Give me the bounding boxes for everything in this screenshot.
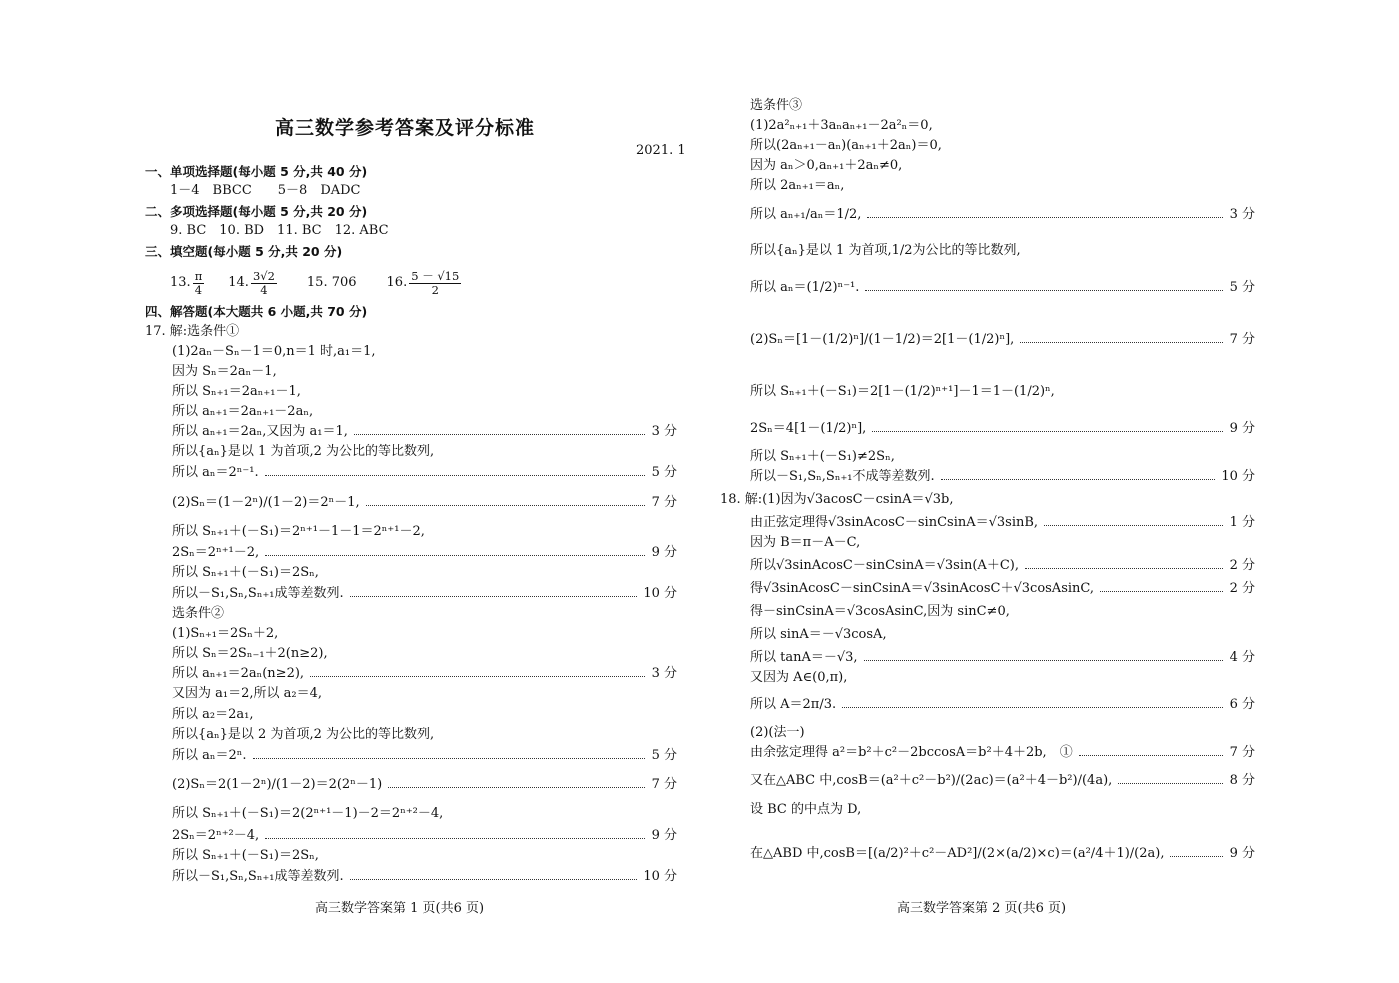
score: 3 分 — [651, 666, 677, 681]
line-text: 所以 aₙ＝2ⁿ⁻¹. — [172, 465, 259, 480]
score: 7 分 — [651, 495, 677, 510]
line-text: 在△ABD 中,cosB＝[(a/2)²＋c²－AD²]/(2×(a/2)×c)＝(a²/4＋1)/(2a), — [750, 846, 1165, 861]
q18-line: 得－sinCsinA＝√3cosAsinC,因为 sinC≠0, — [750, 604, 1010, 619]
q18-scored-line — [750, 558, 1255, 574]
q17-scored-line — [172, 495, 677, 511]
q18-scored-line — [750, 650, 1255, 666]
score: 1 分 — [1229, 515, 1255, 530]
q17-line: (1)Sₙ₊₁＝2Sₙ＋2, — [172, 626, 279, 641]
score: 3 分 — [651, 424, 677, 439]
score: 2 分 — [1229, 581, 1255, 596]
answer-15: 15. 706 — [306, 275, 357, 290]
line-text: 所以 aₙ＝(1/2)ⁿ⁻¹. — [750, 280, 860, 295]
page-title: 高三数学参考答案及评分标准 — [275, 117, 536, 139]
dot-leader — [865, 290, 1223, 291]
line-text: 所以－S₁,Sₙ,Sₙ₊₁成等差数列. — [172, 869, 344, 884]
q17-scored-line — [172, 828, 677, 844]
answer-16-numerator: 5 － √15 — [411, 268, 460, 283]
q17-right-scored-line — [750, 469, 1255, 485]
q17-line: 选条件② — [172, 606, 225, 621]
q18-line: 因为 B＝π－A－C, — [750, 535, 861, 550]
dot-leader — [941, 479, 1216, 480]
footer-right: 高三数学答案第 2 页(共6 页) — [897, 901, 1067, 916]
q18-scored-line — [750, 515, 1255, 531]
line-text: 又在△ABC 中,cosB＝(a²＋c²－b²)/(2ac)＝(a²＋4－b²)/(4a), — [750, 773, 1113, 788]
q17-scored-line — [172, 545, 677, 561]
score: 5 分 — [651, 465, 677, 480]
answer-14-denominator: 4 — [260, 282, 268, 297]
answer-13-fraction — [193, 270, 205, 297]
line-text: 所以 aₙ₊₁/aₙ＝1/2, — [750, 207, 862, 222]
q17-right-scored-line — [750, 332, 1255, 348]
answer-16-fraction — [409, 270, 461, 297]
dot-leader — [867, 217, 1223, 218]
q17-heading: 17. 解:选条件① — [145, 324, 240, 339]
line-text: 由余弦定理得 a²＝b²＋c²－2bccosA＝b²＋4＋2b, ① — [750, 745, 1073, 760]
footer-left: 高三数学答案第 1 页(共6 页) — [315, 901, 485, 916]
q17-right-scored-line — [750, 421, 1255, 437]
q17-scored-line — [172, 748, 677, 764]
score: 3 分 — [1229, 207, 1255, 222]
score: 9 分 — [651, 828, 677, 843]
answer-13-numerator: π — [194, 268, 203, 283]
q17-line: (1)2aₙ－Sₙ－1＝0,n＝1 时,a₁＝1, — [172, 344, 376, 359]
score: 8 分 — [1229, 773, 1255, 788]
line-text: 所以 A＝2π/3. — [750, 697, 837, 712]
answer-16-label: 16. — [386, 275, 408, 290]
q17-line: 所以 Sₙ₊₁＋(－S₁)＝2(2ⁿ⁺¹－1)－2＝2ⁿ⁺²－4, — [172, 806, 444, 821]
q17-scored-line — [172, 666, 677, 682]
score: 6 分 — [1229, 697, 1255, 712]
dot-leader — [1020, 342, 1223, 343]
section-4-heading: 四、解答题(本大题共 6 小题,共 70 分) — [145, 304, 368, 319]
q17-right-line: 所以 2aₙ₊₁＝aₙ, — [750, 178, 845, 193]
dot-leader — [1044, 525, 1223, 526]
section-3-heading: 三、填空题(每小题 5 分,共 20 分) — [145, 244, 343, 259]
answer-14-numerator: 3√2 — [252, 268, 275, 283]
score: 7 分 — [651, 777, 677, 792]
dot-leader — [366, 505, 645, 506]
dot-leader — [1079, 755, 1223, 756]
dot-leader — [310, 676, 645, 677]
q17-line: 所以 Sₙ₊₁＝2aₙ₊₁－1, — [172, 384, 301, 399]
dot-leader — [354, 434, 645, 435]
q18-line: (2)(法一) — [750, 725, 805, 740]
q17-right-line: 所以 Sₙ₊₁＋(－S₁)≠2Sₙ, — [750, 449, 895, 464]
q17-line: 所以 Sₙ＝2Sₙ₋₁＋2(n≥2), — [172, 646, 328, 661]
q17-line: 因为 Sₙ＝2aₙ－1, — [172, 364, 277, 379]
line-text: 所以 aₙ₊₁＝2aₙ,又因为 a₁＝1, — [172, 424, 348, 439]
q17-right-scored-line — [750, 207, 1255, 223]
q18-heading: 18. 解:(1)因为√3acosC－csinA＝√3b, — [720, 492, 954, 507]
q17-line: 所以{aₙ}是以 1 为首项,2 为公比的等比数列, — [172, 444, 435, 459]
dot-leader — [253, 758, 645, 759]
score: 5 分 — [651, 748, 677, 763]
line-text: 所以 aₙ₊₁＝2aₙ(n≥2), — [172, 666, 305, 681]
score: 5 分 — [1229, 280, 1255, 295]
dot-leader — [350, 879, 638, 880]
section-1-heading: 一、单项选择题(每小题 5 分,共 40 分) — [145, 164, 368, 179]
q17-line: 所以 Sₙ₊₁＋(－S₁)＝2ⁿ⁺¹－1－1＝2ⁿ⁺¹－2, — [172, 524, 425, 539]
q17-right-line: 所以(2aₙ₊₁－aₙ)(aₙ₊₁＋2aₙ)＝0, — [750, 138, 942, 153]
dot-leader — [872, 431, 1223, 432]
score: 9 分 — [651, 545, 677, 560]
score: 10 分 — [1221, 469, 1255, 484]
q18-scored-line — [750, 846, 1255, 862]
dot-leader — [265, 475, 645, 476]
q17-scored-line — [172, 424, 677, 440]
q17-line: 所以 Sₙ₊₁＋(－S₁)＝2Sₙ, — [172, 848, 319, 863]
dot-leader — [1100, 591, 1223, 592]
line-text: (2)Sₙ＝[1－(1/2)ⁿ]/(1－1/2)＝2[1－(1/2)ⁿ], — [750, 332, 1015, 347]
dot-leader — [1118, 783, 1223, 784]
score: 9 分 — [1229, 846, 1255, 861]
q17-line: 所以 Sₙ₊₁＋(－S₁)＝2Sₙ, — [172, 565, 319, 580]
q17-right-line: 选条件③ — [750, 98, 803, 113]
dot-leader — [388, 787, 645, 788]
section-2-heading: 二、多项选择题(每小题 5 分,共 20 分) — [145, 204, 368, 219]
dot-leader — [842, 707, 1223, 708]
line-text: 所以－S₁,Sₙ,Sₙ₊₁成等差数列. — [172, 586, 344, 601]
line-text: 2Sₙ＝4[1－(1/2)ⁿ], — [750, 421, 867, 436]
date: 2021. 1 — [636, 143, 686, 158]
score: 7 分 — [1229, 745, 1255, 760]
dot-leader — [265, 838, 645, 839]
line-text: 所以√3sinAcosC－sinCsinA＝√3sin(A＋C), — [750, 558, 1019, 573]
dot-leader — [265, 555, 645, 556]
line-text: (2)Sₙ＝2(1－2ⁿ)/(1－2)＝2(2ⁿ－1) — [172, 777, 383, 792]
q17-scored-line — [172, 465, 677, 481]
score: 7 分 — [1229, 332, 1255, 347]
dot-leader — [350, 596, 638, 597]
score: 4 分 — [1229, 650, 1255, 665]
answer-13-label: 13. — [170, 275, 191, 290]
q17-right-line: 所以 Sₙ₊₁＋(－S₁)＝2[1－(1/2)ⁿ⁺¹]－1＝1－(1/2)ⁿ, — [750, 384, 1055, 399]
score: 10 分 — [643, 586, 677, 601]
line-text: 得√3sinAcosC－sinCsinA＝√3sinAcosC＋√3cosAsinC, — [750, 581, 1095, 596]
q18-line: 又因为 A∈(0,π), — [750, 670, 848, 685]
score: 2 分 — [1229, 558, 1255, 573]
dot-leader — [1025, 568, 1223, 569]
line-text: 所以 aₙ＝2ⁿ. — [172, 748, 247, 763]
fill-blank-answers — [170, 266, 463, 300]
q18-line: 设 BC 的中点为 D, — [750, 802, 862, 817]
q17-line: 所以 aₙ₊₁＝2aₙ₊₁－2aₙ, — [172, 404, 314, 419]
answer-14-label: 14. — [228, 275, 249, 290]
answer-13-denominator: 4 — [194, 282, 203, 297]
section-2-answers: 9. BC 10. BD 11. BC 12. ABC — [170, 223, 389, 238]
q18-scored-line — [750, 745, 1255, 761]
line-text: 2Sₙ＝2ⁿ⁺²－4, — [172, 828, 260, 843]
dot-leader — [1170, 856, 1223, 857]
q17-line: 所以{aₙ}是以 2 为首项,2 为公比的等比数列, — [172, 727, 435, 742]
q17-scored-line — [172, 869, 677, 885]
q17-scored-line — [172, 777, 677, 793]
q18-line: 所以 sinA＝－√3cosA, — [750, 627, 887, 642]
q17-line: 所以 a₂＝2a₁, — [172, 707, 254, 722]
q17-right-line: 因为 aₙ＞0,aₙ₊₁＋2aₙ≠0, — [750, 158, 903, 173]
line-text: 2Sₙ＝2ⁿ⁺¹－2, — [172, 545, 260, 560]
answer-16-denominator: 2 — [431, 282, 439, 297]
q17-right-scored-line — [750, 280, 1255, 296]
score: 9 分 — [1229, 421, 1255, 436]
score: 10 分 — [643, 869, 677, 884]
dot-leader — [864, 660, 1223, 661]
q17-right-line: (1)2a²ₙ₊₁＋3aₙaₙ₊₁－2a²ₙ＝0, — [750, 118, 933, 133]
line-text: 所以－S₁,Sₙ,Sₙ₊₁不成等差数列. — [750, 469, 935, 484]
q18-scored-line — [750, 773, 1255, 789]
line-text: (2)Sₙ＝(1－2ⁿ)/(1－2)＝2ⁿ－1, — [172, 495, 360, 510]
line-text: 所以 tanA＝－√3, — [750, 650, 858, 665]
q17-right-line: 所以{aₙ}是以 1 为首项,1/2为公比的等比数列, — [750, 243, 1021, 258]
line-text: 由正弦定理得√3sinAcosC－sinCsinA＝√3sinB, — [750, 515, 1039, 530]
answer-14-fraction — [251, 270, 277, 297]
q18-scored-line — [750, 697, 1255, 713]
q17-line: 又因为 a₁＝2,所以 a₂＝4, — [172, 686, 322, 701]
section-1-answers: 1－4 BBCC 5－8 DADC — [170, 183, 361, 198]
q17-scored-line — [172, 586, 677, 602]
q18-scored-line — [750, 581, 1255, 597]
